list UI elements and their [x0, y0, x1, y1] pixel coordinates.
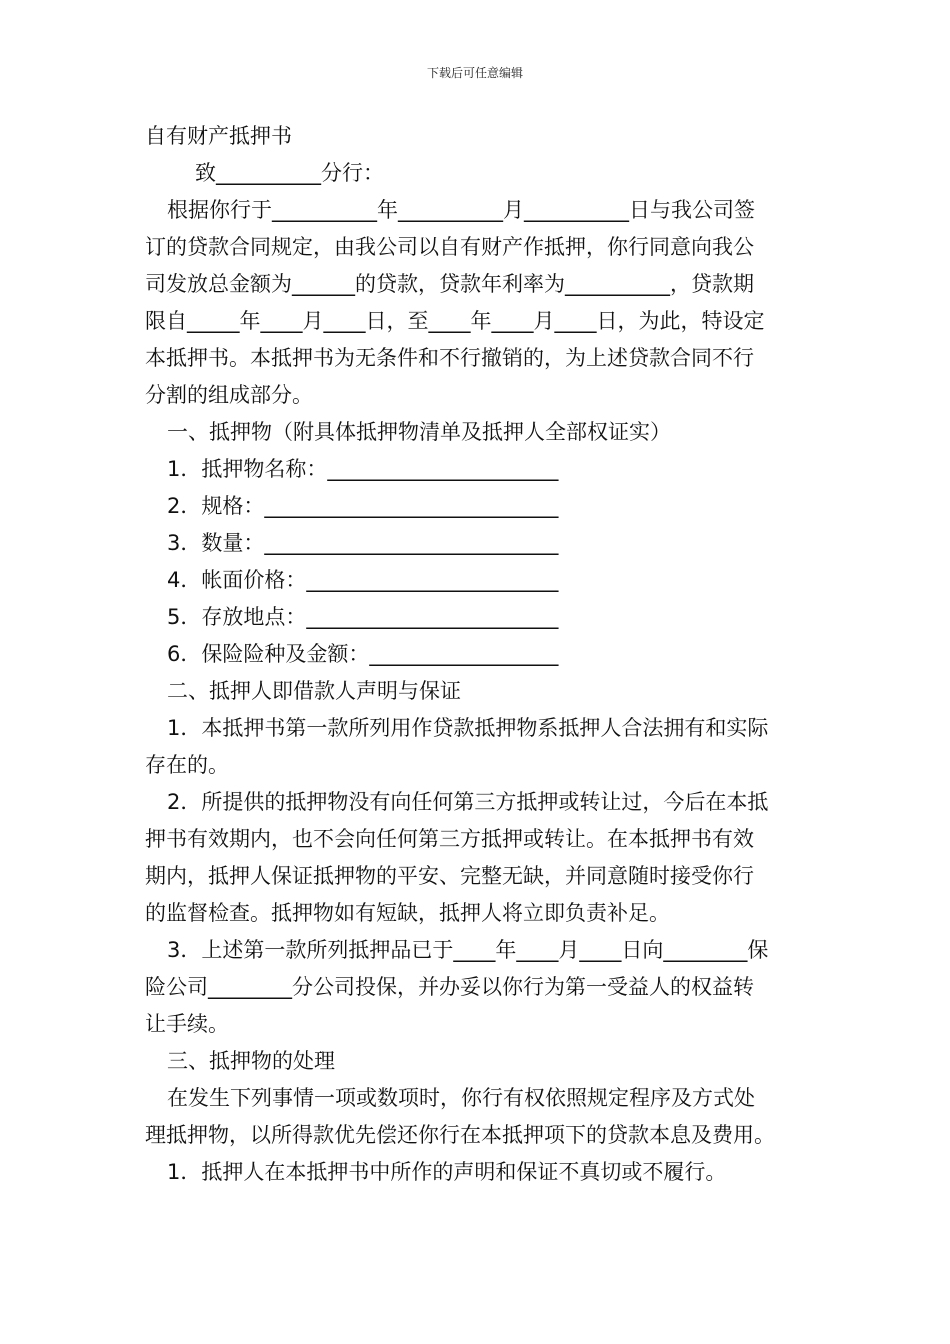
clause-1 [145, 710, 810, 784]
paragraph-line: 1．本抵押书第一款所列用作贷款抵押物系抵押人合法拥有和实际 [167, 716, 769, 740]
paragraph-line: 理抵押物，以所得款优先偿还你行在本抵押项下的贷款本息及费用。 [145, 1123, 775, 1147]
clause-2 [145, 784, 810, 932]
intro-paragraph [145, 192, 810, 414]
collateral-list [145, 451, 810, 673]
paragraph-line: 期内，抵押人保证抵押物的平安、完整无缺，并同意随时接受你行 [145, 864, 754, 888]
section3-heading: 三、抵押物的处理 [167, 1049, 335, 1073]
document-body [145, 118, 810, 1191]
page-header-note: 下载后可任意编辑 [426, 66, 523, 80]
paragraph-line: 险公司________分公司投保，并办妥以你行为第一受益人的权益转 [145, 975, 754, 999]
list-item: 6．保险险种及金额：__________________ [167, 642, 559, 666]
section3-intro [145, 1080, 810, 1154]
section1-heading: 一、抵押物（附具体抵押物清单及抵押人全部权证实） [167, 420, 671, 444]
paragraph-line: 限自_____年____月____日，至____年____月____日，为此，特设定 [145, 309, 765, 333]
paragraph-line: 3．上述第一款所列抵押品已于____年____月____日向________保 [167, 938, 769, 962]
salutation: 致__________分行： [195, 161, 384, 185]
list-item: 1．抵押物名称：______________________ [167, 457, 559, 481]
paragraph-line: 存在的。 [145, 753, 229, 777]
paragraph-line: 司发放总金额为______的贷款，贷款年利率为__________，贷款期 [145, 272, 754, 296]
paragraph-line: 押书有效期内，也不会向任何第三方抵押或转让。在本抵押书有效 [145, 827, 754, 851]
list-item: 2．规格：____________________________ [167, 494, 559, 518]
paragraph-line: 分割的组成部分。 [145, 383, 313, 407]
list-item: 3．数量：____________________________ [167, 531, 559, 555]
clause-3 [145, 932, 810, 1043]
paragraph-line: 在发生下列事情一项或数项时，你行有权依照规定程序及方式处 [167, 1086, 755, 1110]
paragraph-line: 的监督检查。抵押物如有短缺，抵押人将立即负责补足。 [145, 901, 670, 925]
list-item: 4．帐面价格：________________________ [167, 568, 559, 592]
paragraph-line: 2．所提供的抵押物没有向任何第三方抵押或转让过，今后在本抵 [167, 790, 769, 814]
list-item: 5．存放地点：________________________ [167, 605, 559, 629]
section2-heading: 二、抵押人即借款人声明与保证 [167, 679, 461, 703]
paragraph-line: 根据你行于__________年__________月__________日与我公司签 [167, 198, 755, 222]
paragraph-line: 本抵押书。本抵押书为无条件和不行撤销的，为上述贷款合同不行 [145, 346, 754, 370]
paragraph-line: 订的贷款合同规定，由我公司以自有财产作抵押，你行同意向我公 [145, 235, 754, 259]
section3-clause-1: 1．抵押人在本抵押书中所作的声明和保证不真切或不履行。 [167, 1160, 727, 1184]
paragraph-line: 让手续。 [145, 1012, 229, 1036]
document-title: 自有财产抵押书 [145, 124, 292, 148]
